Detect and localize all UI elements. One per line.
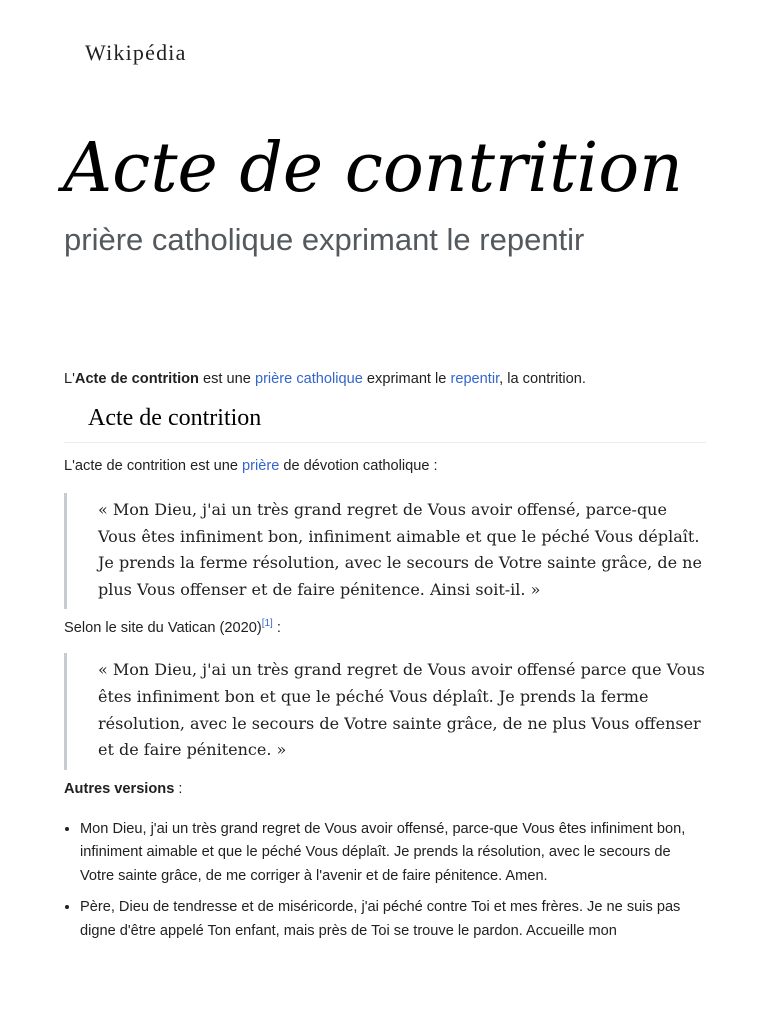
- quote-prayer-vatican: « Mon Dieu, j'ai un très grand regret de Vous avoir offensé parce que Vous êtes infiniment bon et que le péché Vous déplaît. Je prends la ferme résolution, avec le secours de Votre sainte grâce, de ne plus Vous offenser et de faire pénitence. »: [64, 653, 706, 769]
- section-intro-text-2: de dévotion catholique :: [279, 458, 438, 474]
- intro-text-2: exprimant le: [362, 371, 451, 387]
- section-heading[interactable]: Acte de contrition: [64, 404, 706, 443]
- section-intro-paragraph: [64, 455, 706, 477]
- link-repentir[interactable]: repentir: [450, 371, 500, 387]
- other-versions-suffix: :: [174, 780, 183, 797]
- other-versions-label: [64, 778, 706, 800]
- vatican-paragraph: [64, 617, 706, 639]
- intro-text-1: est une: [198, 371, 255, 387]
- section-intro-text-1: L'acte de contrition est une: [64, 458, 243, 474]
- intro-paragraph: [64, 368, 706, 390]
- intro-prefix: L': [64, 371, 75, 387]
- vatican-text: Selon le site du Vatican (2020): [64, 620, 262, 637]
- versions-list: [64, 818, 706, 944]
- vatican-suffix: :: [272, 620, 281, 637]
- wikipedia-logo[interactable]: Wikipédia: [85, 40, 187, 65]
- page-title: Acte de contrition: [63, 129, 683, 208]
- intro-bold-term: Acte de contrition: [74, 371, 199, 387]
- intro-text-3: , la contrition.: [499, 371, 586, 387]
- other-versions-bold: Autres versions: [64, 780, 175, 797]
- page-subtitle: prière catholique exprimant le repentir: [64, 222, 585, 257]
- list-item: • Père, Dieu de tendresse et de miséricorde, j'ai péché contre Toi et mes frères. Je ne suis pas digne d'être appelé Ton enfant, mais près de Toi se trouve le pardon. Accueille mon: [80, 896, 706, 943]
- reference-link-1[interactable]: [1]: [261, 618, 273, 630]
- link-priere-catholique[interactable]: prière catholique: [254, 371, 363, 387]
- list-item: • Mon Dieu, j'ai un très grand regret de Vous avoir offensé, parce-que Vous êtes infiniment bon, infiniment aimable et que le péché Vous déplaît. Je prends la résolution, avec le secours de Votre sainte grâce, de me corriger à l'avenir et de faire pénitence. Amen.: [80, 818, 706, 889]
- link-priere[interactable]: prière: [242, 458, 280, 474]
- article-content: [64, 368, 706, 951]
- quote-prayer-1: « Mon Dieu, j'ai un très grand regret de Vous avoir offensé, parce-que Vous êtes infiniment bon, infiniment aimable et que le péché Vous déplaît. Je prends la ferme résolution, avec le secours de Votre sainte grâce, de ne plus Vous offenser et de faire pénitence. Ainsi soit-il. »: [64, 493, 706, 609]
